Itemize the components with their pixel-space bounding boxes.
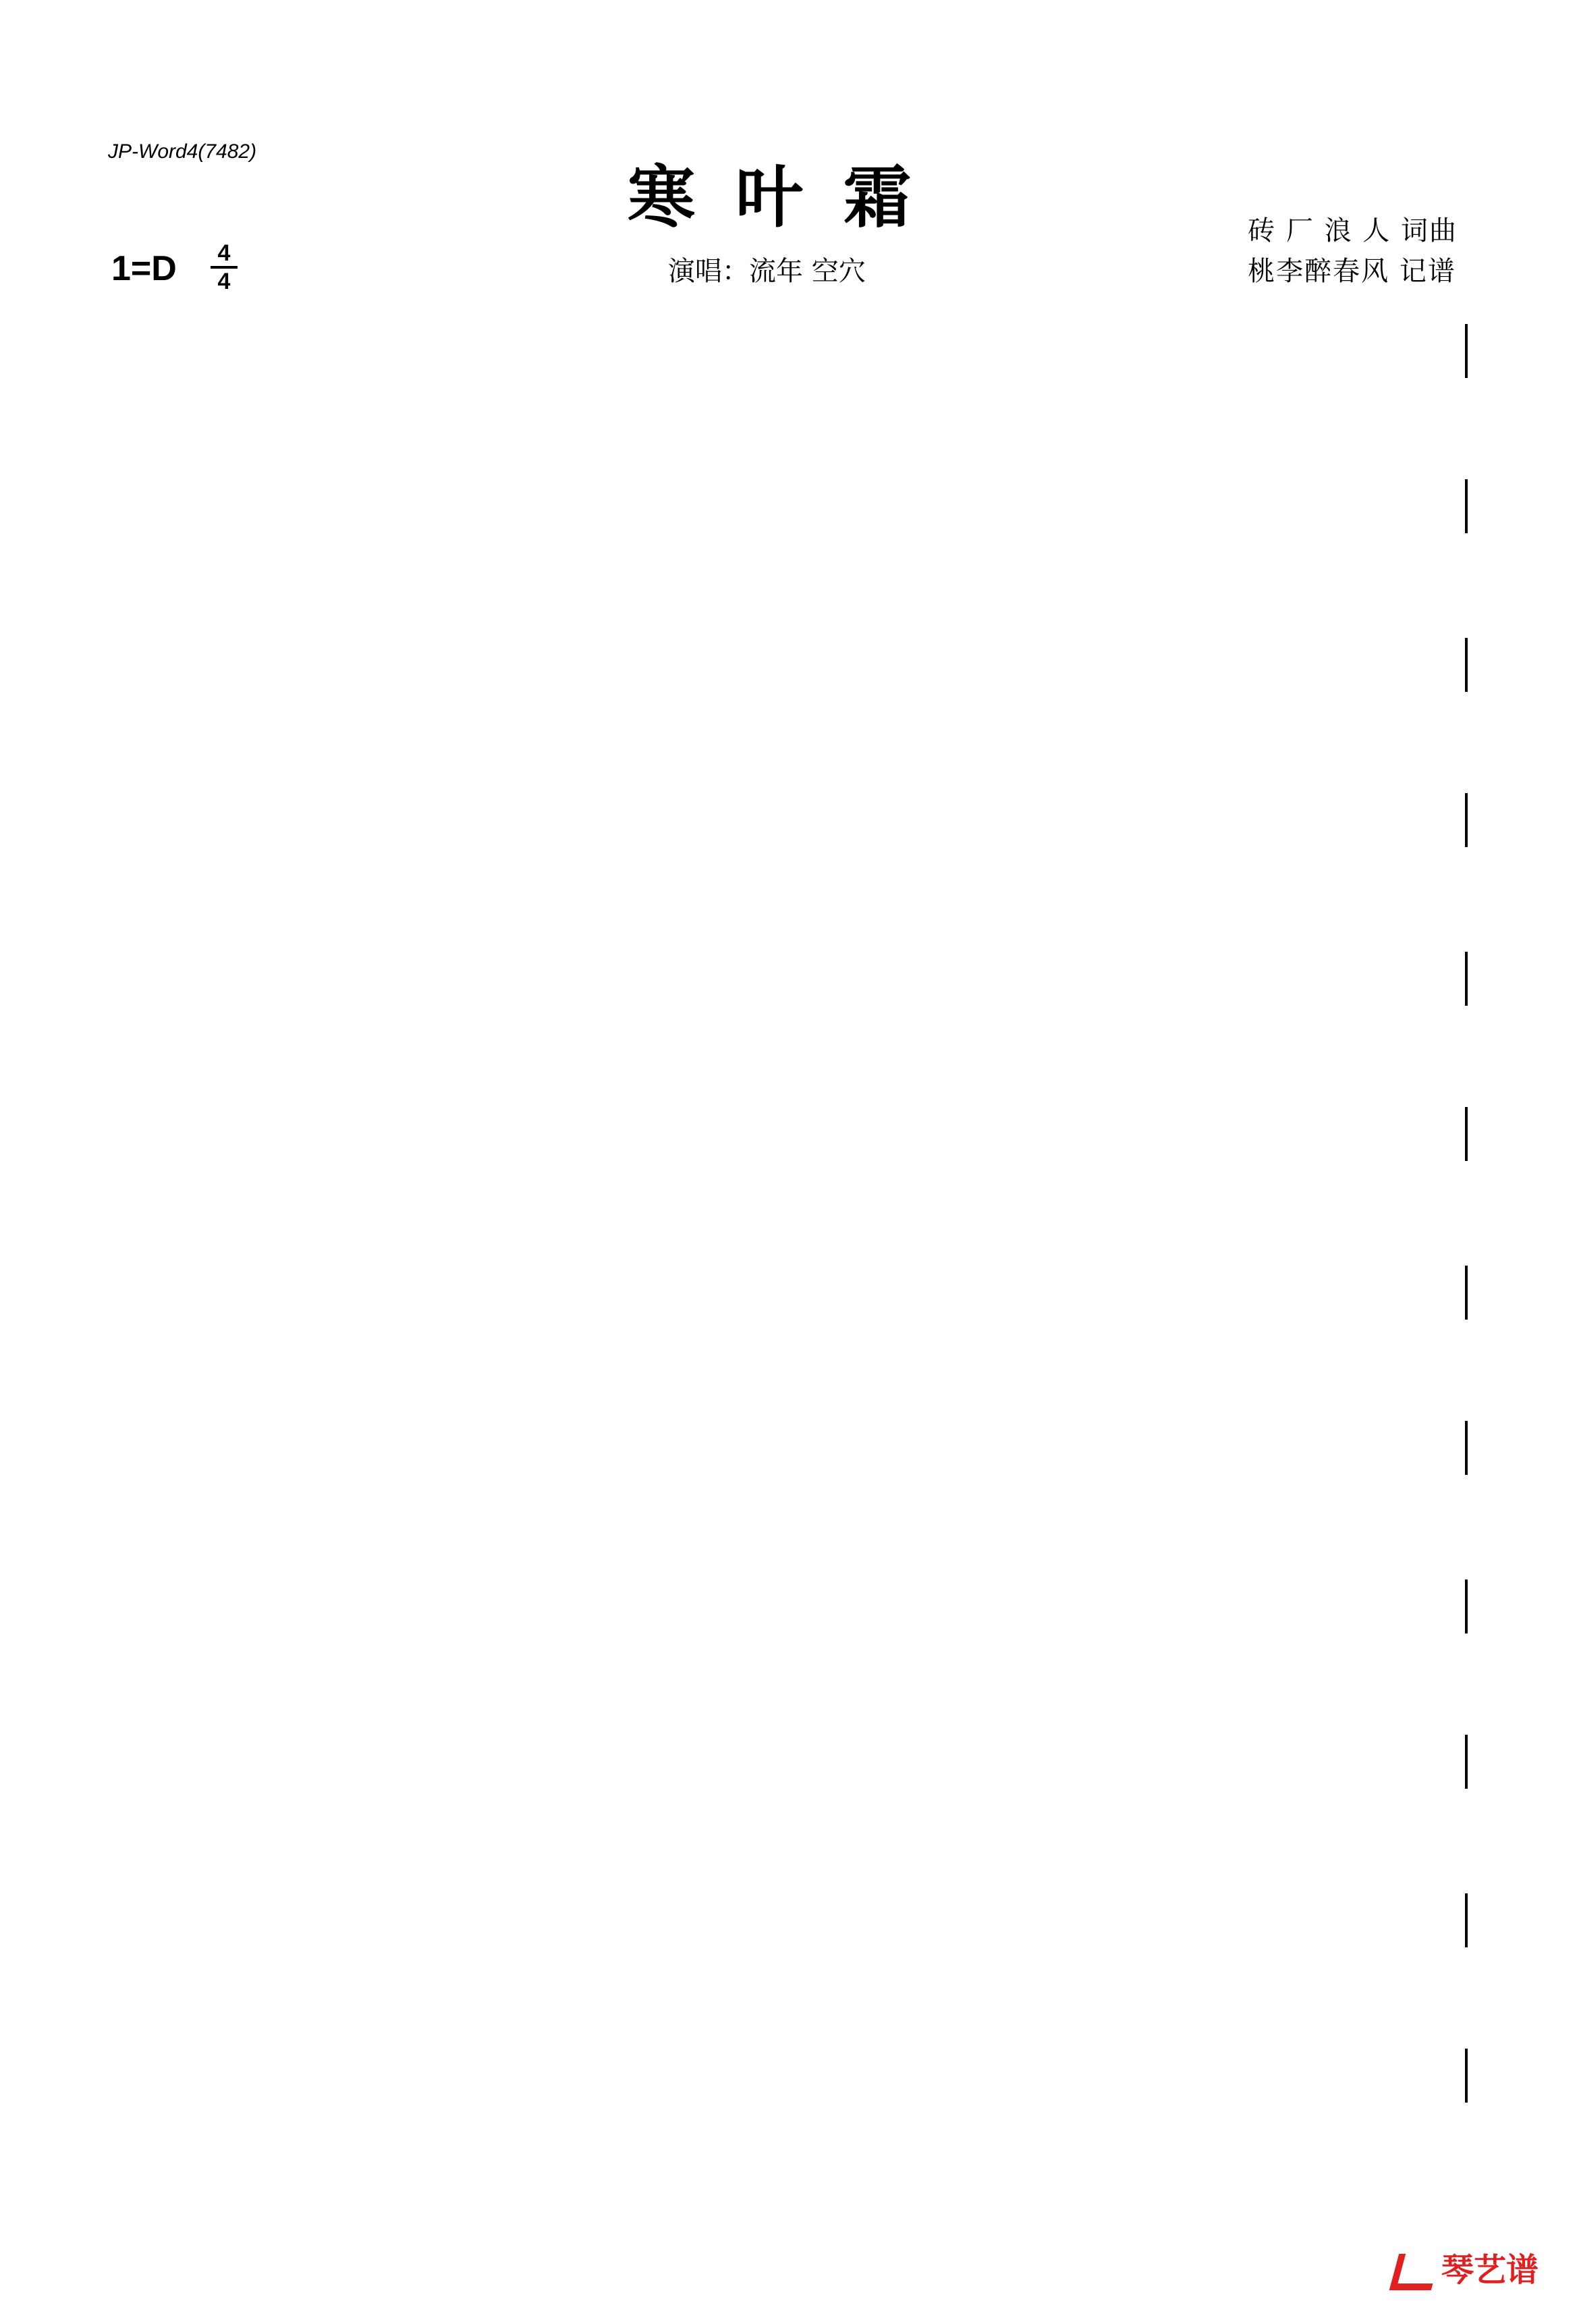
lyricist-composer: 砖 厂 浪 人 词曲 (1248, 215, 1458, 246)
notes-line (111, 317, 1468, 385)
notes-line (111, 1573, 1468, 1640)
site-logo (1394, 2244, 1539, 2290)
score-row (111, 786, 1468, 854)
score-row (111, 1728, 1468, 1795)
score-row (111, 317, 1468, 385)
notes-line (111, 1414, 1468, 1482)
barline (1465, 2049, 1468, 2103)
score-row (111, 1573, 1468, 1640)
notes-line (111, 786, 1468, 854)
time-signature (211, 242, 238, 293)
barline (1465, 1107, 1468, 1161)
barline (1465, 952, 1468, 1006)
song-title: 寒叶霜 (628, 157, 951, 237)
software-label: JP-Word4(7482) (108, 140, 257, 163)
transcriber: 桃李醉春风 记谱 (1248, 256, 1456, 287)
notes-line (111, 945, 1468, 1012)
score-row (111, 2042, 1468, 2109)
score-row (111, 1259, 1468, 1326)
logo-text: 琴艺谱 (1441, 2251, 1539, 2289)
score-row (111, 1100, 1468, 1168)
barline (1465, 479, 1468, 533)
time-signature-top: 4 (217, 240, 231, 266)
singer-credit: 演唱：流年 空穴 (668, 256, 866, 287)
notes-line (111, 1259, 1468, 1326)
barline (1465, 793, 1468, 847)
notes-line (111, 1100, 1468, 1168)
score-row (111, 1887, 1468, 1954)
notes-line (111, 631, 1468, 699)
notes-line (111, 1887, 1468, 1954)
score-row (111, 1414, 1468, 1482)
barline (1465, 1266, 1468, 1320)
score-row (111, 945, 1468, 1012)
score-row (111, 472, 1468, 540)
notes-line (111, 1728, 1468, 1795)
score-row (111, 631, 1468, 699)
barline (1465, 1421, 1468, 1475)
barline (1465, 324, 1468, 378)
notes-line (111, 2042, 1468, 2109)
barline (1465, 1893, 1468, 1947)
notes-line (111, 472, 1468, 540)
barline (1465, 638, 1468, 692)
credits (1248, 211, 1458, 292)
barline (1465, 1579, 1468, 1633)
key-signature: 1=D (111, 249, 177, 288)
logo-icon (1389, 2254, 1441, 2290)
barline (1465, 1735, 1468, 1789)
time-signature-bottom: 4 (217, 269, 231, 294)
